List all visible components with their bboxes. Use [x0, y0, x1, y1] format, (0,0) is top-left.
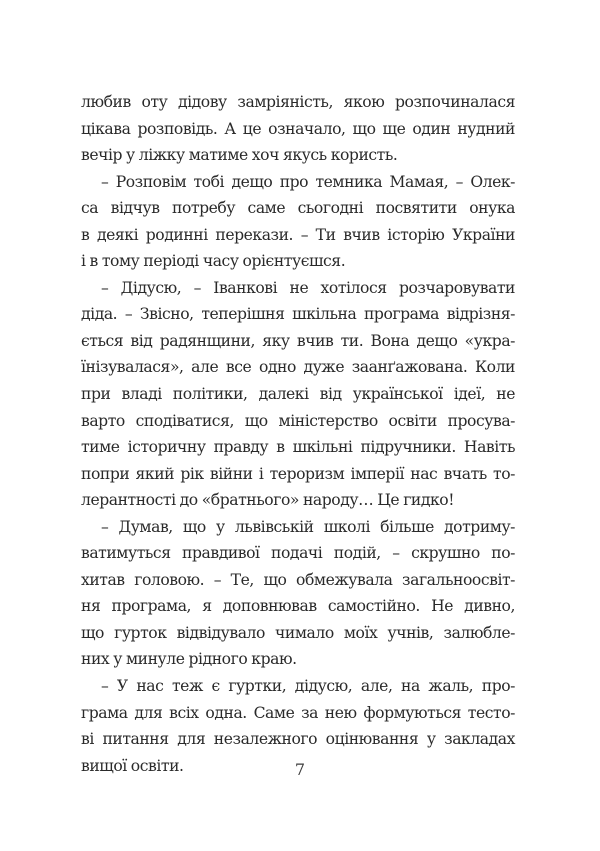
text-line: хитав головою. – Те, що обмежувала загальноосвіт-: [81, 570, 515, 589]
paragraph: [81, 275, 515, 514]
text-line: при владі політики, далекі від української ідеї, не: [81, 385, 515, 404]
text-line: грама для всіх одна. Саме за нею формуються тесто-: [81, 703, 515, 722]
text-line: – Думав, що у львівській школі більше дотриму-: [101, 517, 515, 536]
text-line: діда. – Звісно, теперішня шкільна програма відрізня-: [81, 305, 515, 324]
text-line: ві питання для незалежного оцінювання у закладах: [81, 730, 515, 749]
text-line: попри який рік війни і тероризм імперії нас вчать то-: [81, 464, 515, 483]
text-line: ня програма, я доповнював самостійно. Не дивно,: [81, 597, 515, 616]
text-line: вечір у ліжку матиме хоч якусь користь.: [81, 146, 398, 165]
text-line: – Розповім тобі дещо про темника Мамая, – Олек-: [101, 172, 515, 191]
paragraph: [81, 89, 515, 169]
text-line: вищої освіти.: [81, 756, 184, 775]
paragraph: [81, 514, 515, 673]
text-line: – У нас теж є гуртки, дідусю, але, на жаль, про-: [101, 677, 515, 696]
text-line: цікава розповідь. А це означало, що ще один нудний: [81, 119, 515, 138]
text-line: – Дідусю, – Іванкові не хотілося розчаровувати: [101, 278, 515, 297]
text-line: і в тому періоді часу орієнтуєшся.: [81, 252, 346, 271]
text-line: лерантності до «братнього» народу… Це гидко!: [81, 491, 455, 510]
paragraph: [81, 169, 515, 275]
text-line: ється від радянщини, яку вчив ти. Вона дещо «укра-: [81, 331, 515, 350]
text-line: ватимуться правдивої подачі подій, – скрушно по-: [81, 544, 515, 563]
text-line: са відчув потребу саме сьогодні посвятити онука: [81, 199, 515, 218]
page-number: 7: [294, 760, 306, 779]
text-line: їнізувалася», але все одно дуже заанґажована. Коли: [81, 358, 515, 377]
text-line: в деякі родинні перекази. – Ти вчив історію України: [81, 225, 515, 244]
text-line: них у минуле рідного краю.: [81, 650, 297, 669]
body-text: [81, 89, 515, 779]
text-line: варто сподіватися, що міністерство освіти просува-: [81, 411, 515, 430]
text-line: любив оту дідову замріяність, якою розпочиналася: [81, 93, 515, 111]
text-line: тиме історичну правду в шкільні підручники. Навіть: [81, 438, 515, 457]
text-line: що гурток відвідувало чимало моїх учнів, залюбле-: [81, 623, 515, 642]
